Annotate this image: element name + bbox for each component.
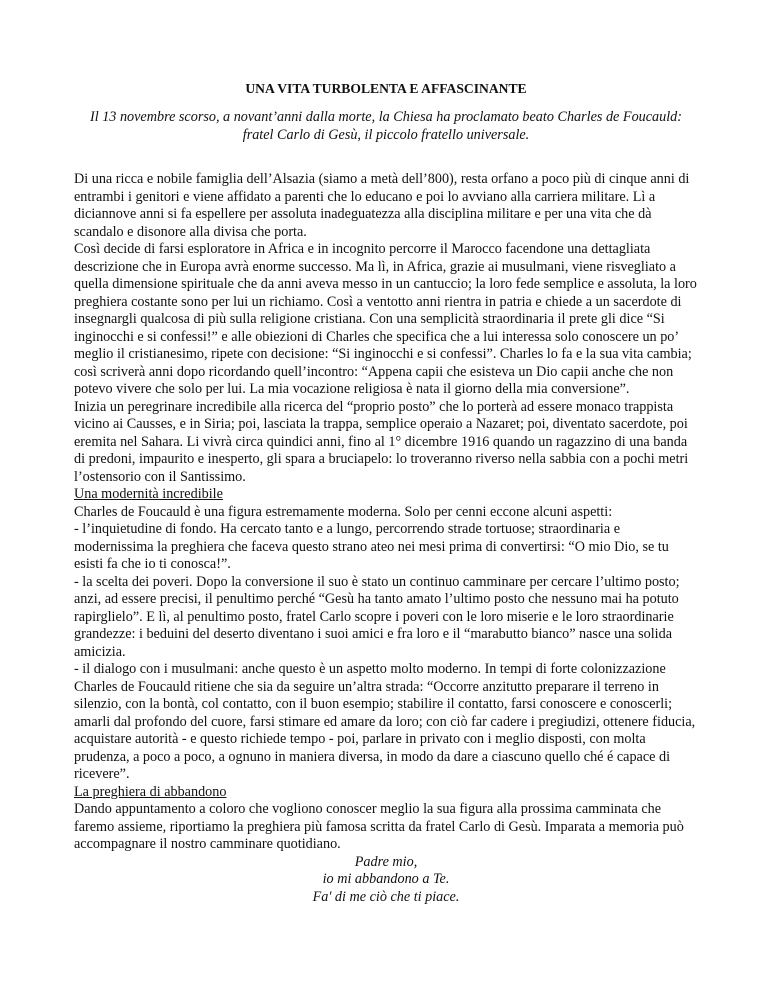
- intro-paragraph-1: Di una ricca e nobile famiglia dell’Alsazia (siamo a metà dell’800), resta orfano a poco più di cinque anni di entrambi i genitori e viene affidato a parenti che lo educano e poi lo avviano alla carriera militare. Lì a diciannove anni si fa espellere per assoluta inadeguatezza alla disciplina militare e per una vita che dà scandalo e disonore alla divisa che porta.: [74, 171, 690, 240]
- section-heading-modernity: Una modernità incredibile: [74, 486, 223, 502]
- prayer-line-1: Padre mio,: [354, 853, 418, 870]
- section1-paragraph-1: Charles de Foucauld è una figura estremamente moderna. Solo per cenni eccone alcuni aspetti:: [74, 503, 613, 520]
- prayer-line-2: io mi abbandono a Te.: [322, 871, 450, 887]
- prayer-line-3: Fa' di me ciò che ti piace.: [312, 888, 460, 905]
- document-subtitle: Il 13 novembre scorso, a novant’anni dalla morte, la Chiesa ha proclamato beato Charles de Foucauld: fratel Carlo di Gesù, il piccolo fratello universale.: [90, 109, 682, 143]
- section2-paragraph: Dando appuntamento a coloro che vogliono conoscer meglio la sua figura alla prossima camminata che faremo assieme, riportiamo la preghiera più famosa scritta da fratel Carlo di Gesù. Imparata a memoria può accompagnare il nostro camminare quotidiano.: [74, 801, 684, 852]
- section1-paragraph-2: - l’inquietudine di fondo. Ha cercato tanto e a lungo, percorrendo strade tortuose; straordinaria e modernissima la preghiera che faceva questo strano ateo nei mesi prima di convertirsi: “O mio Dio, se tu esisti fa che io ti conosca!”.: [74, 521, 669, 572]
- document-page: [74, 80, 698, 906]
- intro-paragraph-3: Inizia un peregrinare incredibile alla ricerca del “proprio posto” che lo porterà ad essere monaco trappista vicino ai Causses, e in Siria; poi, lasciata la trappa, semplice operaio a Nazaret; poi, diventato sacerdote, poi eremita nel Sahara. Li vivrà circa quindici anni, fino al 1° dicembre 1916 quando un ragazzino di una banda di predoni, impaurito e inesperto, gli spara a bruciapelo: lo troveranno riverso nella sabbia con a pochi metri l’ostensorio con il Santissimo.: [74, 398, 689, 485]
- document-title: UNA VITA TURBOLENTA E AFFASCINANTE: [245, 81, 527, 96]
- section1-paragraph-4: - il dialogo con i musulmani: anche questo è un aspetto molto moderno. In tempi di forte colonizzazione Charles de Foucauld ritiene che sia da seguire un’altra strada: “Occorre anzitutto preparare il terreno in silenzio, con la bontà, col contatto, con il buon esempio; stabilire il contatto, farsi conoscere e conoscerli; amarli dal profondo del cuore, farsi stimare ed amare da loro; con ciò far cadere i pregiudizi, ottenere fiducia, acquistare autorità - e questo richiede tempo - poi, parlare in privato con i meglio disposti, con molta prudenza, a poco a poco, a ognuno in maniera diversa, in modo da dare a ciascuno quello ché é capace di ricevere”.: [74, 661, 696, 782]
- section-heading-prayer: La preghiera di abbandono: [74, 783, 227, 800]
- intro-paragraph-2: Così decide di farsi esploratore in Africa e in incognito percorre il Marocco facendone una dettagliata descrizione che in Europa avrà enorme successo. Ma lì, in Africa, grazie ai musulmani, viene risvegliato a quella dimensione spirituale che da anni aveva messo in un cantuccio; la loro fede semplice e assoluta, la loro preghiera costante sono per lui un richiamo. Così a ventotto anni rientra in patria e chiede a un sacerdote di insegnargli qualcosa di più sulla religione cristiana. Con una semplicità straordinaria il prete gli dice “Si inginocchi e si confessi!” e alle obiezioni di Charles che specifica che a lui interessa solo conoscere un po’ meglio il cristianesimo, ripete con decisione: “Si inginocchi e si confessi”. Charles lo fa e la sua vita cambia; così scriverà anni dopo ricordando quell’incontro: “Appena capii che esisteva un Dio capii anche che non potevo vivere che solo per lui. La mia vocazione religiosa è nata il giorno della mia conversione”.: [74, 241, 697, 397]
- section1-paragraph-3: - la scelta dei poveri. Dopo la conversione il suo è stato un continuo camminare per cercare l’ultimo posto; anzi, ad essere precisi, il penultimo perché “Gesù ha tanto amato l’ultimo posto che nessuno mai ha potuto rapirglielo”. E lì, al penultimo posto, fratel Carlo scopre i poveri con le loro miserie e le loro straordinarie grandezze: i beduini del deserto diventano i suoi amici e fra loro e il “marabutto bianco” nasce una solida amicizia.: [74, 573, 680, 660]
